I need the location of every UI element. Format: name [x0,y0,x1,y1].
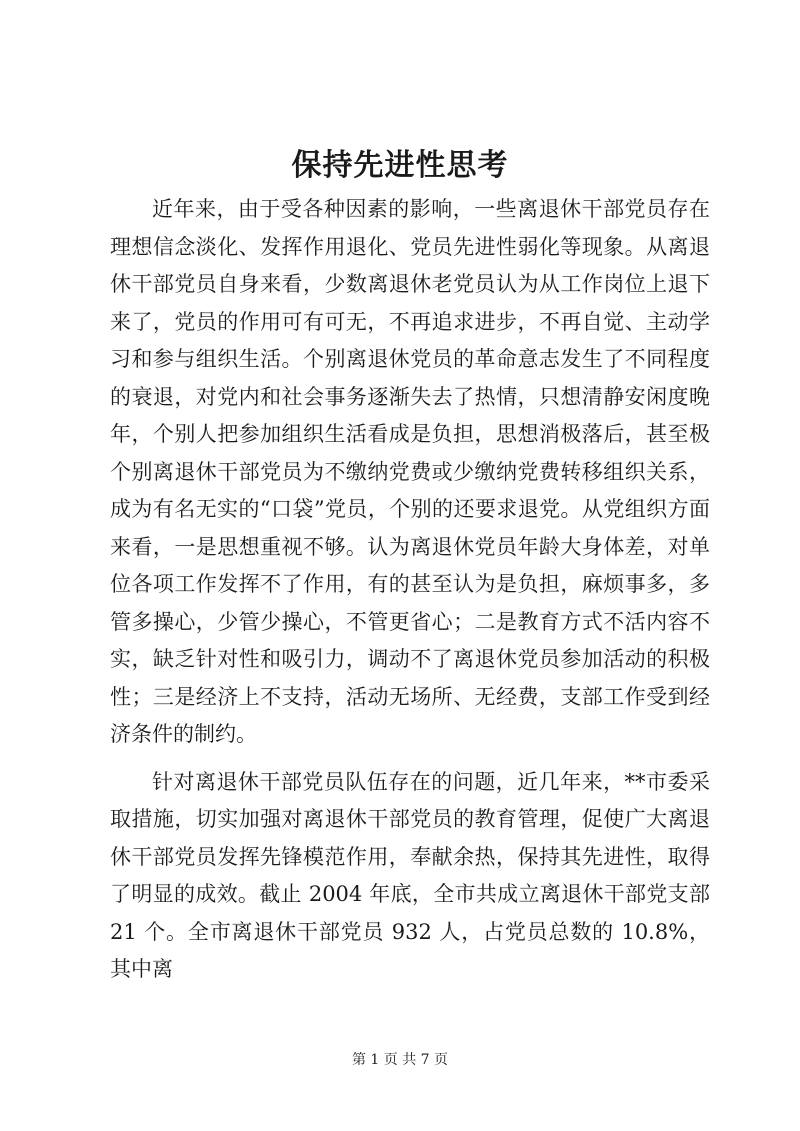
body-paragraph-2: 针对离退休干部党员队伍存在的问题，近几年来，**市委采取措施，切实加强对离退休干部党员的教育管理，促使广大离退休干部党员发挥先锋模范作用，奉献余热，保持其先进性，取得了明显的成效。截止 2004 年底，全市共成立离退休干部党支部 21 个。全市离退休干部党员 932 人，占党员总数的 10.8%，其中离 [110,769,710,981]
document-title: 保持先进性思考 [291,148,509,183]
page-footer: 第 1 页 共 7 页 [351,1052,449,1068]
document-body [110,191,710,999]
body-paragraph-1: 近年来，由于受各种因素的影响，一些离退休干部党员存在理想信念淡化、发挥作用退化、党员先进性弱化等现象。从离退休干部党员自身来看，少数离退休老党员认为从工作岗位上退下来了，党员的作用可有可无，不再追求进步，不再自觉、主动学习和参与组织生活。个别离退休党员的革命意志发生了不同程度的衰退，对党内和社会事务逐渐失去了热情，只想清静安闲度晚年，个别人把参加组织生活看成是负担，思想消极落后，甚至极个别离退休干部党员为不缴纳党费或少缴纳党费转移组织关系，成为有名无实的“口袋”党员，个别的还要求退党。从党组织方面来看，一是思想重视不够。认为离退休党员年龄大身体差，对单位各项工作发挥不了作用，有的甚至认为是负担，麻烦事多，多管多操心，少管少操心，不管更省心；二是教育方式不活内容不实，缺乏针对性和吸引力，调动不了离退休党员参加活动的积极性；三是经济上不支持，活动无场所、无经费，支部工作受到经济条件的制约。 [110,197,710,746]
